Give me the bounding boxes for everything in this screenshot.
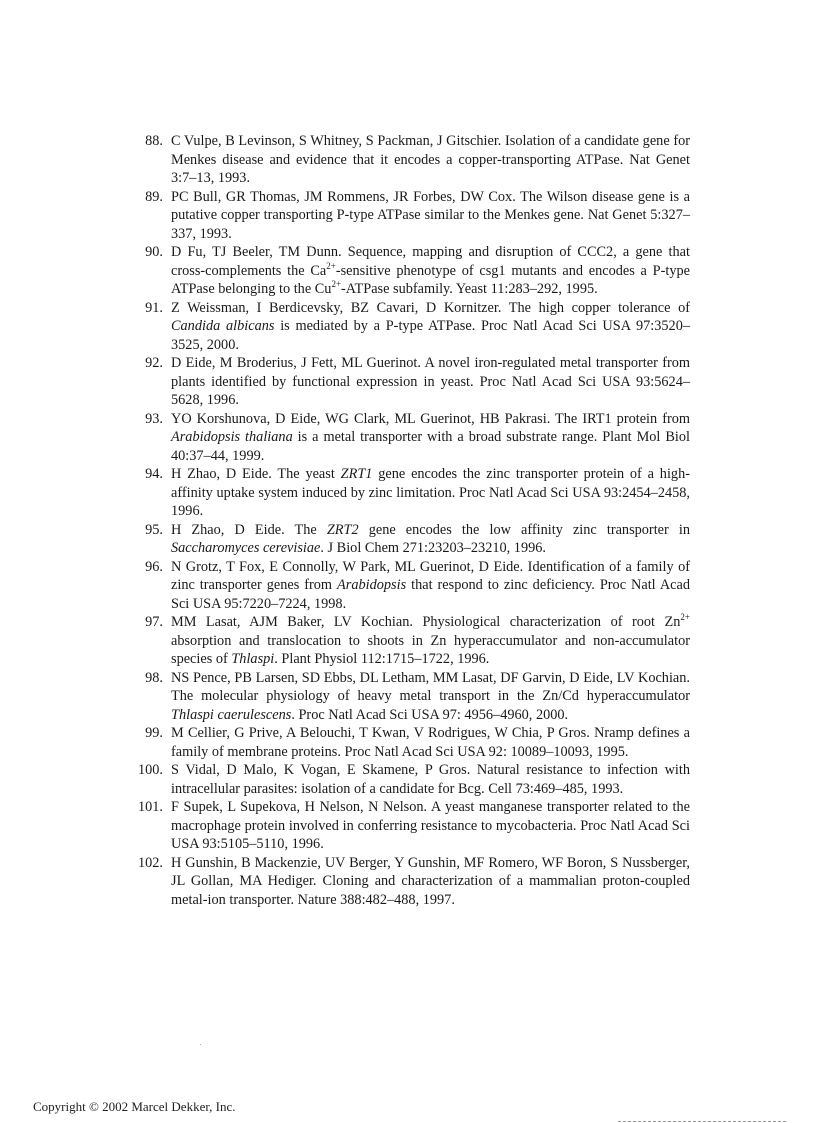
reference-text: D Eide, M Broderius, J Fett, ML Guerinot. A novel iron-regulated metal transporter from plants identified by functional expression in yeast. Proc Natl Acad Sci USA 93:5624–5628, 1996. (171, 355, 690, 408)
reference-number: 100. (137, 762, 163, 778)
reference-item (134, 243, 690, 299)
reference-number: 98. (145, 669, 163, 686)
reference-item (134, 299, 690, 355)
superscript-text: 2+ (326, 260, 336, 271)
reference-text: . Proc Natl Acad Sci USA 97: 4956–4960, 2000. (291, 706, 569, 723)
reference-item (134, 558, 690, 614)
reference-text: gene encodes the zinc transporter protein of a high-affinity uptake system induced by zinc limitation. Proc Natl Acad Sci USA 93:2454–2458, 1996. (171, 466, 690, 519)
italic-text: ZRT2 (326, 521, 359, 538)
reference-text: . Plant Physiol 112:1715–1722, 1996. (274, 651, 490, 667)
reference-number: 89. (145, 188, 163, 205)
reference-item (134, 354, 690, 410)
superscript-text: 2+ (331, 279, 342, 290)
reference-text: M Cellier, G Prive, A Belouchi, T Kwan, V Rodrigues, W Chia, P Gros. Nramp defines a family of membrane proteins. Proc Natl Acad Sci USA 92: 10089–10093, 1995. (171, 725, 690, 760)
italic-text: Arabidopsis thaliana (171, 429, 293, 445)
reference-item (134, 132, 690, 188)
reference-number: 95. (145, 521, 163, 538)
reference-item (134, 724, 690, 761)
reference-text: C Vulpe, B Levinson, S Whitney, S Packman, J Gitschier. Isolation of a candidate gene for Menkes disease and evidence that it encodes a copper-transporting ATPase. Nat Genet 3:7–13, 1993. (171, 133, 690, 186)
reference-number: 90. (145, 244, 163, 260)
reference-item (134, 798, 690, 854)
italic-text: Saccharomyces cerevisiae (171, 540, 321, 556)
reference-text: NS Pence, PB Larsen, SD Ebbs, DL Letham, MM Lasat, DF Garvin, D Eide, LV Kochian. The molecular physiology of heavy metal transport in the Zn/Cd hyperaccumulator (171, 669, 690, 704)
reference-text: is a metal transporter with a broad substrate range. Plant Mol Biol 40:37–44, 1999. (171, 429, 690, 464)
reference-number: 91. (145, 299, 163, 316)
reference-text: absorption and translocation to shoots in Zn hyperaccumulator and non-accumulator species of (171, 632, 690, 667)
reference-item (134, 761, 690, 798)
reference-list (134, 132, 690, 909)
italic-text: Arabidopsis (337, 577, 407, 593)
reference-text: -ATPase subfamily. Yeast 11:283–292, 1995. (341, 281, 598, 297)
reference-number: 101. (137, 799, 163, 815)
reference-number: 93. (145, 410, 163, 427)
italic-text: Candida albicans (171, 318, 275, 334)
reference-item (134, 465, 690, 521)
reference-text: YO Korshunova, D Eide, WG Clark, ML Guerinot, HB Pakrasi. The IRT1 protein from (171, 410, 690, 427)
reference-text: N Grotz, T Fox, E Connolly, W Park, ML Guerinot, D Eide. Identification of a family of zinc transporter genes from (171, 558, 690, 593)
scan-speck (200, 1044, 201, 1045)
copyright-footer: Copyright © 2002 Marcel Dekker, Inc. (33, 1099, 236, 1114)
reference-number: 92. (145, 355, 163, 371)
reference-number: 96. (145, 558, 163, 575)
italic-text: Thlaspi (231, 651, 275, 667)
reference-text: H Gunshin, B Mackenzie, UV Berger, Y Gunshin, MF Romero, WF Boron, S Nussberger, JL Gollan, MA Hediger. Cloning and characterization of a mammalian proton-coupled metal-ion transporter. Nature 388:482–488, 1997. (171, 854, 690, 908)
reference-text: -sensitive phenotype of csg1 mutants and encodes a P-type ATPase belonging to the Cu (171, 262, 690, 297)
italic-text: Thlaspi caerulescens (171, 706, 292, 723)
reference-text: gene encodes the low affinity zinc transporter in (358, 521, 690, 538)
reference-text: . J Biol Chem 271:23203–23210, 1996. (320, 540, 546, 556)
reference-text: that respond to zinc deficiency. Proc Natl Acad Sci USA 95:7220–7224, 1998. (171, 577, 690, 612)
reference-text: H Zhao, D Eide. The yeast (171, 466, 341, 482)
reference-item (134, 521, 690, 558)
italic-text: ZRT1 (340, 466, 373, 482)
reference-item (134, 669, 690, 725)
reference-number: 102. (137, 854, 163, 871)
superscript-text: 2+ (680, 612, 690, 623)
reference-text: PC Bull, GR Thomas, JM Rommens, JR Forbes, DW Cox. The Wilson disease gene is a putative copper transporting P-type ATPase similar to the Menkes gene. Nat Genet 5:327–337, 1993. (171, 188, 690, 242)
reference-text: S Vidal, D Malo, K Vogan, E Skamene, P Gros. Natural resistance to infection with intracellular parasites: isolation of a candidate for Bcg. Cell 73:469–485, 1993. (171, 762, 690, 797)
reference-text: F Supek, L Supekova, H Nelson, N Nelson. A yeast manganese transporter related to the macrophage protein involved in conferring resistance to mycobacteria. Proc Natl Acad Sci USA 93:5105–5110, 1996. (171, 799, 690, 852)
reference-text: is mediated by a P-type ATPase. Proc Natl Acad Sci USA 97:3520–3525, 2000. (171, 318, 690, 353)
reference-number: 99. (145, 725, 163, 741)
reference-text: MM Lasat, AJM Baker, LV Kochian. Physiological characterization of root Zn (171, 614, 681, 630)
reference-text: Z Weissman, I Berdicevsky, BZ Cavari, D Kornitzer. The high copper tolerance of (171, 299, 690, 316)
reference-item (134, 410, 690, 466)
reference-text: D Fu, TJ Beeler, TM Dunn. Sequence, mapping and disruption of CCC2, a gene that cross-complements the Ca (171, 244, 690, 279)
reference-number: 88. (145, 133, 163, 149)
reference-text: H Zhao, D Eide. The (171, 521, 327, 538)
reference-item (134, 613, 690, 669)
reference-number: 94. (145, 466, 163, 482)
reference-item (134, 854, 690, 910)
reference-number: 97. (145, 614, 163, 630)
reference-item (134, 188, 690, 244)
